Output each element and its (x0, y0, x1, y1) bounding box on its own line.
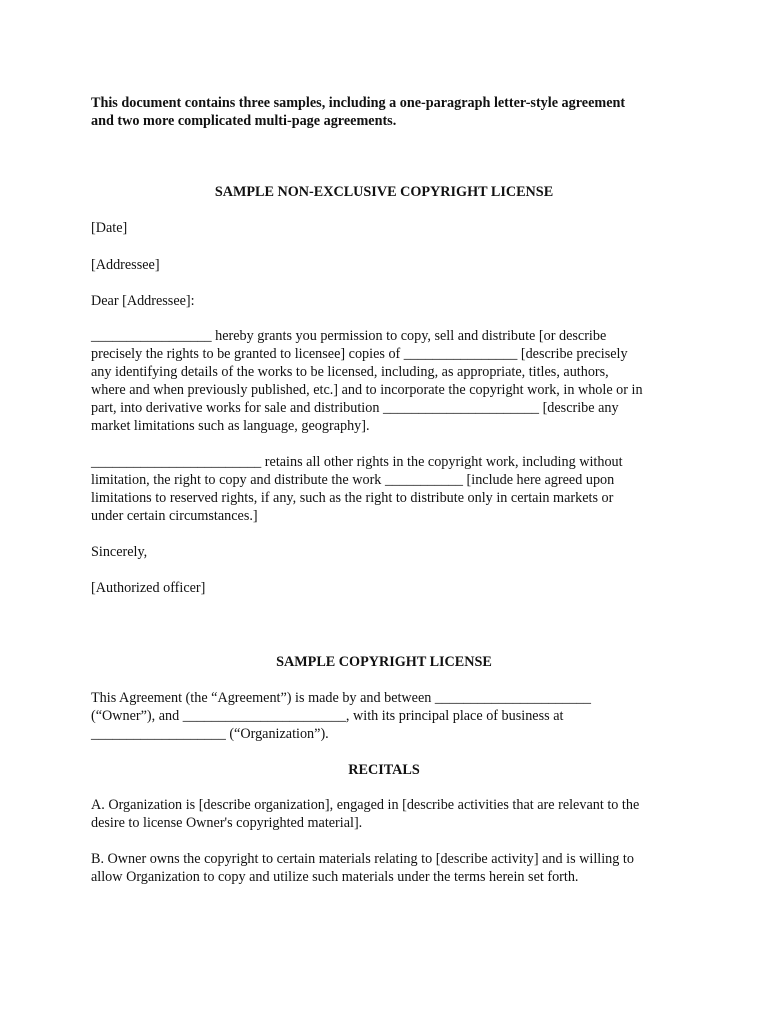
retains-line: limitation, the right to copy and distribute the work ___________ [include here agreed upon (91, 472, 615, 488)
agreement-line: (“Owner”), and _______________________, with its principal place of business at (91, 708, 564, 724)
intro-line: This document contains three samples, including a one-paragraph letter-style agreement (91, 95, 626, 111)
agreement-line: This Agreement (the “Agreement”) is made by and between ______________________ (91, 690, 591, 706)
recital-a (91, 796, 691, 832)
grant-line: _________________ hereby grants you permission to copy, sell and distribute [or describe (91, 328, 607, 344)
recital-a-line: desire to license Owner's copyrighted material]. (91, 815, 363, 831)
recital-b (91, 850, 691, 886)
addressee-placeholder: [Addressee] (91, 257, 160, 273)
intro-paragraph (91, 94, 691, 130)
agreement-paragraph (91, 689, 691, 743)
retains-line: ________________________ retains all other rights in the copyright work, including without (91, 454, 623, 470)
recitals-title: RECITALS (348, 762, 420, 778)
closing: Sincerely, (91, 544, 148, 560)
grant-paragraph (91, 327, 691, 435)
grant-line: market limitations such as language, geography]. (91, 418, 370, 434)
signature-placeholder: [Authorized officer] (91, 580, 206, 596)
sample2-title: SAMPLE COPYRIGHT LICENSE (276, 654, 492, 670)
grant-line: any identifying details of the works to be licensed, including, as appropriate, titles, authors, (91, 364, 609, 380)
retains-line: limitations to reserved rights, if any, such as the right to distribute only in certain markets or (91, 490, 614, 506)
salutation: Dear [Addressee]: (91, 293, 195, 309)
intro-line: and two more complicated multi-page agreements. (91, 113, 397, 129)
grant-line: precisely the rights to be granted to licensee] copies of ________________ [describe precisely (91, 346, 628, 362)
recital-b-line: allow Organization to copy and utilize such materials under the terms herein set forth. (91, 869, 579, 885)
retains-paragraph (91, 453, 691, 525)
recital-a-line: A. Organization is [describe organization], engaged in [describe activities that are relevant to the (91, 797, 640, 813)
date-placeholder: [Date] (91, 220, 128, 236)
sample1-title: SAMPLE NON-EXCLUSIVE COPYRIGHT LICENSE (214, 184, 554, 200)
agreement-line: ___________________ (“Organization”). (91, 726, 329, 742)
recital-b-line: B. Owner owns the copyright to certain materials relating to [describe activity] and is willing to (91, 851, 634, 867)
retains-line: under certain circumstances.] (91, 508, 258, 524)
grant-line: part, into derivative works for sale and distribution ______________________ [describe any (91, 400, 619, 416)
grant-line: where and when previously published, etc.] and to incorporate the copyright work, in whole or in (91, 382, 643, 398)
